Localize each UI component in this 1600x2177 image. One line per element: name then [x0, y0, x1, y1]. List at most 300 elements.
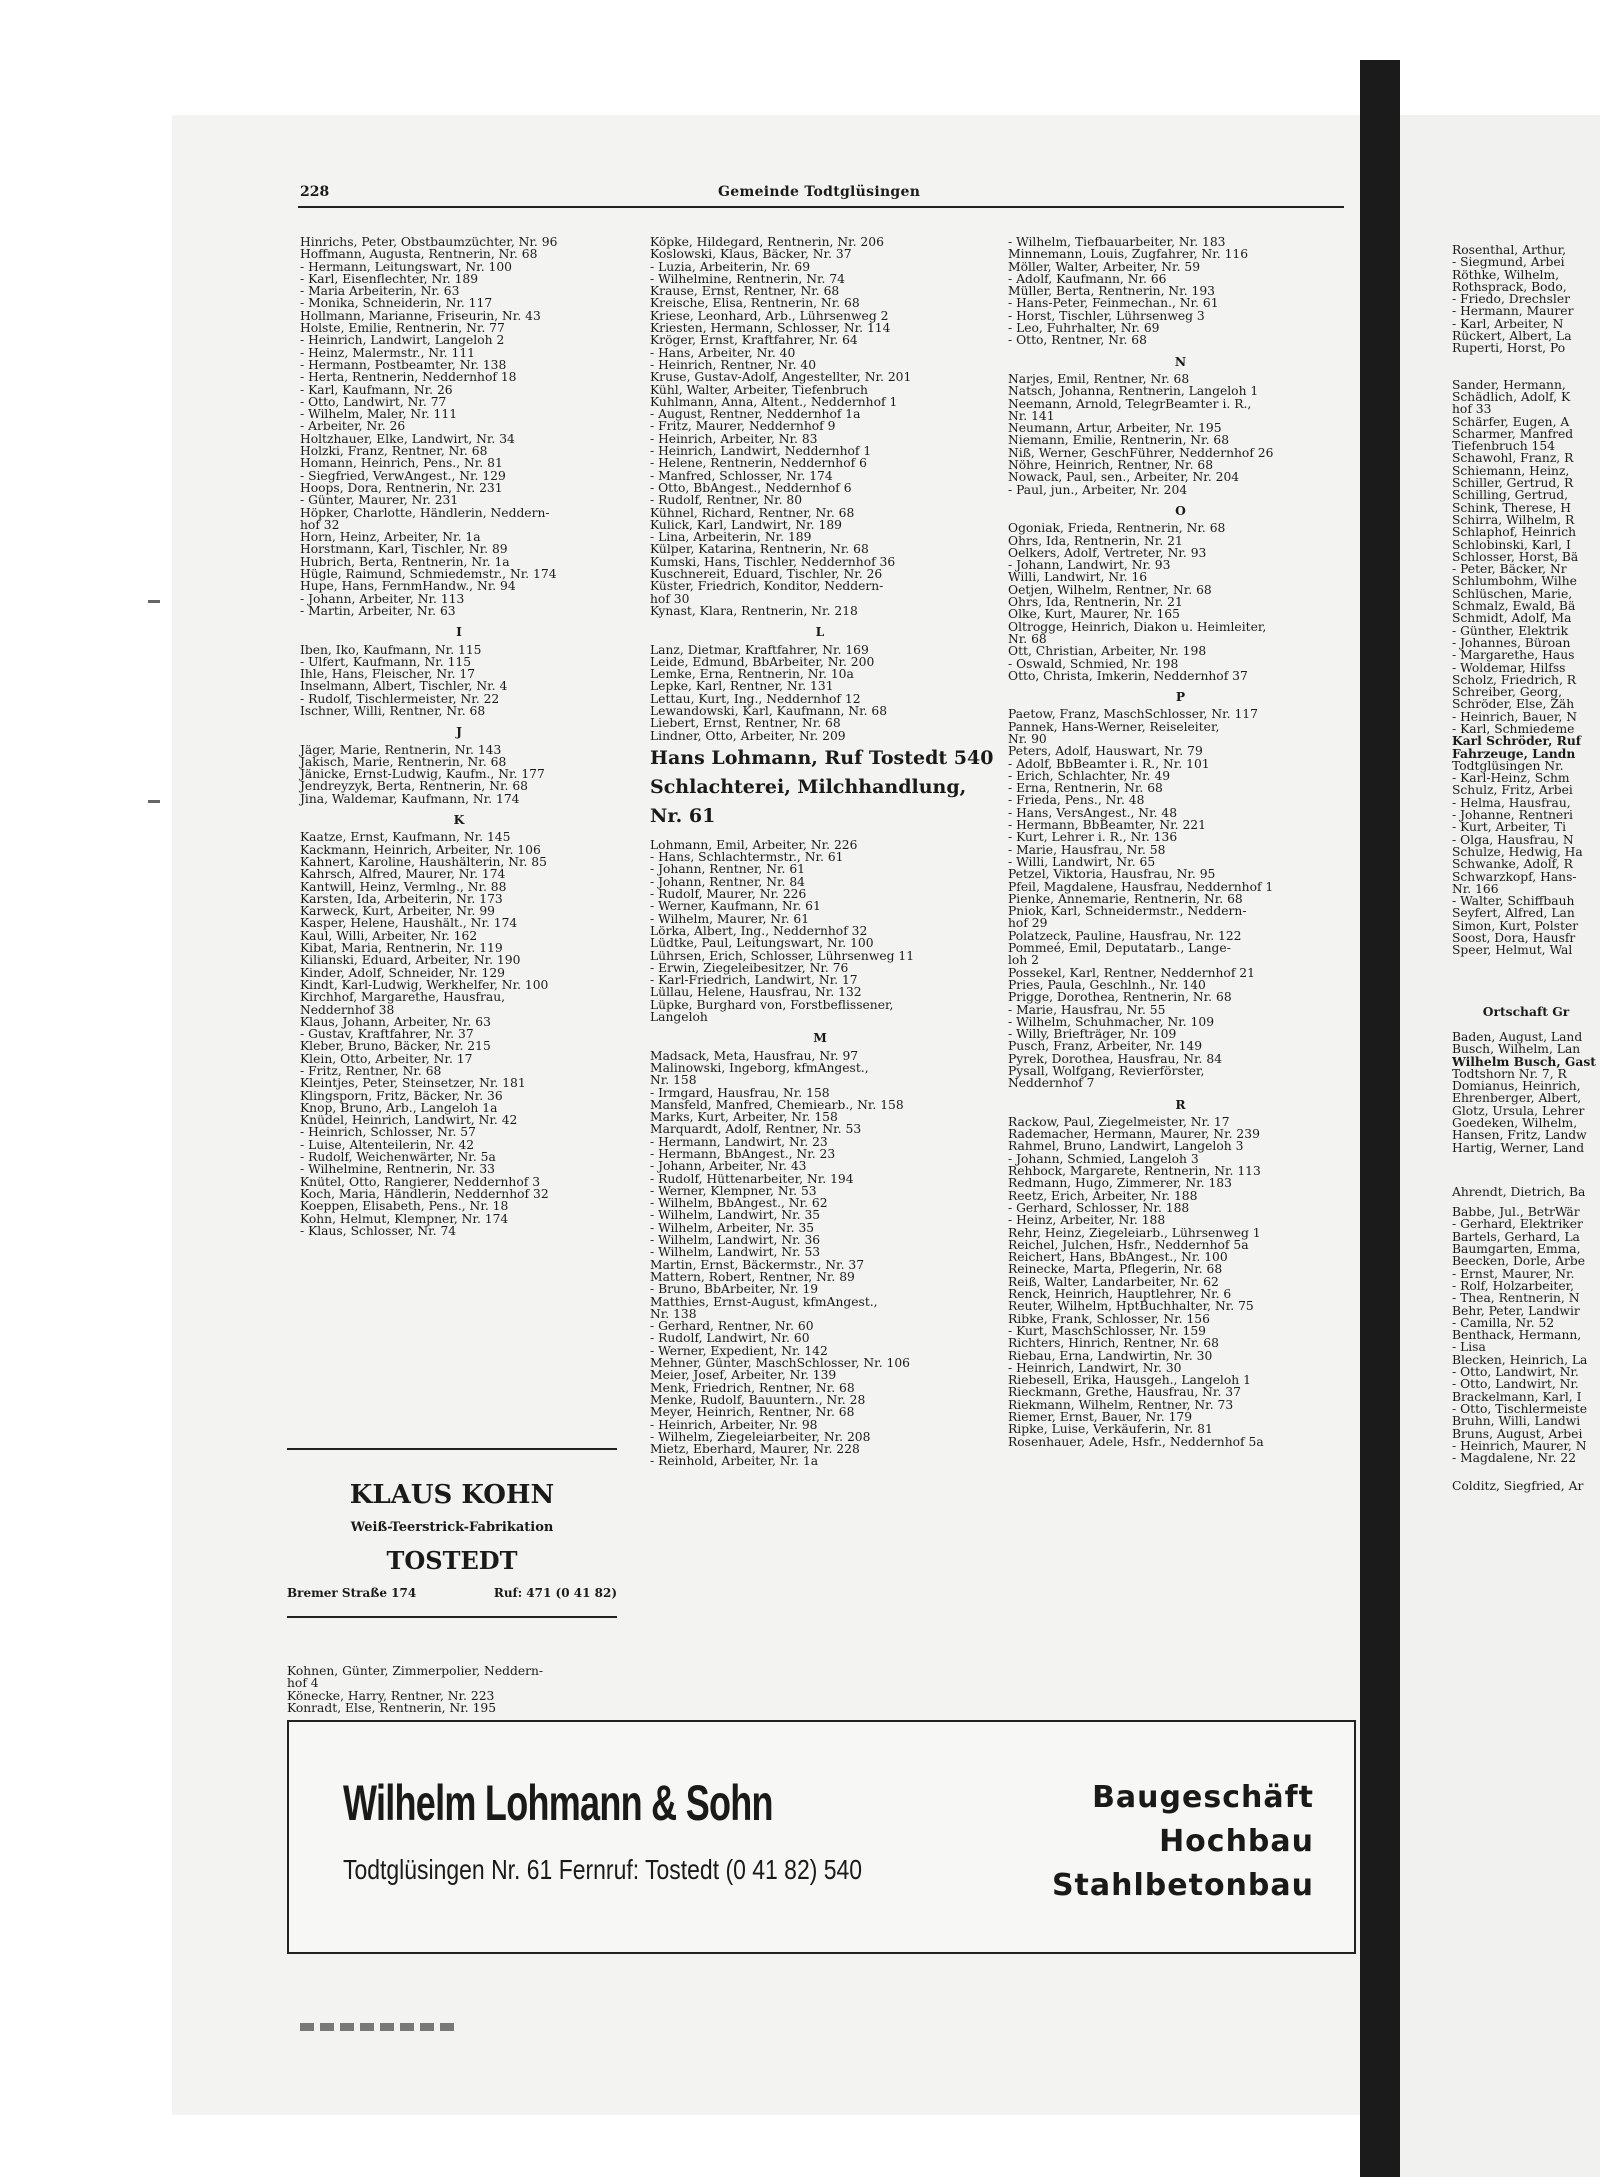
directory-entry: Hollmann, Marianne, Friseurin, Nr. 43 [300, 308, 541, 323]
directory-entry: - Erna, Rentnerin, Nr. 68 [1008, 781, 1163, 796]
directory-column-1 [300, 236, 618, 1237]
directory-entry: - Kurt, Arbeiter, Ti [1452, 820, 1567, 835]
directory-entry: Nowack, Paul, sen., Arbeiter, Nr. 204 [1008, 470, 1240, 485]
directory-entry: - Hermann, Leitungswart, Nr. 100 [300, 259, 513, 274]
header-rule [298, 206, 1344, 208]
directory-entry: - Magdalene, Nr. 22 [1452, 1451, 1577, 1466]
book-gutter [1360, 60, 1400, 2177]
directory-entry: Röthke, Wilhelm, [1452, 267, 1560, 282]
directory-entry: - Wilhelm, Landwirt, Nr. 36 [650, 1233, 821, 1248]
directory-entry: Pusch, Franz, Arbeiter, Nr. 149 [1008, 1039, 1203, 1054]
directory-entry: Kumski, Hans, Tischler, Neddernhof 36 [650, 554, 896, 569]
directory-entry: Horstmann, Karl, Tischler, Nr. 89 [300, 542, 508, 557]
directory-entry: Höpker, Charlotte, Händlerin, Neddern- [300, 505, 550, 520]
directory-entry: - Werner, Klempner, Nr. 53 [650, 1183, 817, 1198]
directory-entry: Inselmann, Albert, Tischler, Nr. 4 [300, 679, 508, 694]
directory-entry: - Kurt, MaschSchlosser, Nr. 159 [1008, 1323, 1206, 1338]
column-2-entries-continued [650, 839, 990, 1468]
directory-entry: Lührsen, Erich, Schlosser, Lührsenweg 11 [650, 948, 915, 963]
directory-entry: Schlüschen, Marie, [1452, 586, 1573, 601]
directory-entry: Hartig, Werner, Land [1452, 1140, 1585, 1155]
ad-rule-top [287, 1448, 617, 1450]
spacer [1452, 981, 1600, 989]
directory-entry: Rahmel, Bruno, Landwirt, Langeloh 3 [1008, 1139, 1244, 1154]
directory-entry: - Karl-Friedrich, Landwirt, Nr. 17 [650, 973, 858, 988]
directory-entry: - Marie, Hausfrau, Nr. 55 [1008, 1002, 1166, 1017]
directory-entry: - Leo, Fuhrhalter, Nr. 69 [1008, 321, 1160, 336]
directory-entry: - Bruno, BbArbeiter, Nr. 19 [650, 1282, 819, 1297]
directory-entry: Nr. 68 [1008, 631, 1047, 646]
directory-entry: Leide, Edmund, BbArbeiter, Nr. 200 [650, 654, 875, 669]
directory-entry: Homann, Heinrich, Pens., Nr. 81 [300, 456, 503, 471]
directory-entry: - Rudolf, Hüttenarbeiter, Nr. 194 [650, 1171, 854, 1186]
directory-entry: - Willy, Briefträger, Nr. 109 [1008, 1027, 1177, 1042]
directory-entry: - Otto, Tischlermeiste [1452, 1401, 1587, 1416]
directory-entry: - Otto, Landwirt, Nr. 77 [300, 394, 447, 409]
directory-column-3 [1008, 236, 1353, 1448]
directory-entry: Schädlich, Adolf, K [1452, 389, 1571, 404]
directory-entry: Kuschnereit, Eduard, Tischler, Nr. 26 [650, 567, 883, 582]
directory-entry: Schwarzkopf, Hans- [1452, 869, 1577, 884]
directory-entry: Rieckmann, Grethe, Hausfrau, Nr. 37 [1008, 1385, 1241, 1400]
directory-entry: - Monika, Schneiderin, Nr. 117 [300, 296, 493, 311]
directory-entry: - Rudolf, Rentner, Nr. 80 [650, 493, 803, 508]
directory-entry: - Kurt, Lehrer i. R., Nr. 136 [1008, 830, 1178, 845]
directory-entry: Koch, Maria, Händlerin, Neddernhof 32 [300, 1186, 549, 1201]
directory-entry: Hügle, Raimund, Schmiedemstr., Nr. 174 [300, 567, 557, 582]
directory-entry: Kibat, Maria, Rentnerin, Nr. 119 [300, 941, 503, 956]
directory-entry: - Lina, Arbeiterin, Nr. 189 [650, 530, 812, 545]
directory-entry: Möller, Walter, Arbeiter, Nr. 59 [1008, 259, 1201, 274]
directory-entry: Schlaphof, Heinrich [1452, 525, 1577, 540]
directory-entry: Neddernhof 7 [1008, 1076, 1095, 1091]
directory-entry: hof 32 [300, 517, 340, 532]
directory-entry: Kantwill, Heinz, Vermlng., Nr. 88 [300, 879, 507, 894]
klaus-kohn-advertisement [287, 1448, 617, 1658]
directory-entry: Neumann, Artur, Arbeiter, Nr. 195 [1008, 421, 1222, 436]
directory-entry: - Johann, Schmied, Langeloh 3 [1008, 1151, 1199, 1166]
directory-entry: - Manfred, Schlosser, Nr. 174 [650, 468, 833, 483]
directory-entry: Rehbock, Margarete, Rentnerin, Nr. 113 [1008, 1164, 1261, 1179]
directory-entry: Kriese, Leonhard, Arb., Lührsenweg 2 [650, 308, 889, 323]
directory-entry: Mietz, Eberhard, Maurer, Nr. 228 [650, 1442, 860, 1457]
directory-entry: Glotz, Ursula, Lehrer [1452, 1103, 1585, 1118]
directory-entry: Meier, Josef, Arbeiter, Nr. 139 [650, 1368, 837, 1383]
directory-entry: - Ernst, Maurer, Nr. [1452, 1266, 1575, 1281]
directory-entry: - Wilhelmine, Rentnerin, Nr. 33 [300, 1162, 495, 1177]
directory-entry: - Martin, Arbeiter, Nr. 63 [300, 603, 456, 618]
section-letter: P [1175, 689, 1186, 705]
directory-entry: - Werner, Expedient, Nr. 142 [650, 1343, 828, 1358]
directory-entry: Rademacher, Hermann, Maurer, Nr. 239 [1008, 1127, 1260, 1142]
directory-entry: - Rudolf, Tischlermeister, Nr. 22 [300, 691, 500, 706]
directory-entry: Külper, Katarina, Rentnerin, Nr. 68 [650, 542, 869, 557]
ad-service: Baugeschäft [1092, 1780, 1314, 1815]
directory-entry: - Wilhelm, Ziegeleiarbeiter, Nr. 208 [650, 1429, 871, 1444]
directory-entry: Neemann, Arnold, TelegrBeamter i. R., [1008, 396, 1252, 411]
section-letter: I [456, 624, 462, 640]
ad-business: Weiß-Teerstrick-Fabrikation [350, 1520, 554, 1535]
directory-entry: - Karl, Eisenflechter, Nr. 189 [300, 271, 479, 286]
directory-entry: Rosenhauer, Adele, Hsfr., Neddernhof 5a [1008, 1434, 1264, 1449]
directory-entry: Ahrendt, Dietrich, Ba [1452, 1184, 1586, 1199]
directory-entry: Menk, Friedrich, Rentner, Nr. 68 [650, 1380, 855, 1395]
section-letter: N [1174, 353, 1187, 369]
directory-entry: Pannek, Hans-Werner, Reiseleiter, [1008, 719, 1220, 734]
directory-entry: Ihle, Hans, Fleischer, Nr. 17 [300, 667, 476, 682]
directory-entry: Meyer, Heinrich, Rentner, Nr. 68 [650, 1405, 855, 1420]
directory-entry: Kleintjes, Peter, Steinsetzer, Nr. 181 [300, 1076, 526, 1091]
directory-entry: - Johanne, Rentneri [1452, 808, 1573, 823]
directory-entry: Babbe, Jul., BetrWär [1452, 1205, 1580, 1220]
directory-entry: Kahnert, Karoline, Haushälterin, Nr. 85 [300, 854, 547, 869]
directory-entry: Malinowski, Ingeborg, kfmAngest., [650, 1060, 869, 1075]
directory-entry: Renck, Heinrich, Hauptlehrer, Nr. 6 [1008, 1287, 1232, 1302]
directory-entry: Jendreyzyk, Berta, Rentnerin, Nr. 68 [300, 779, 528, 794]
directory-entry: Kleber, Bruno, Bäcker, Nr. 215 [300, 1039, 491, 1054]
directory-entry: - Luzia, Arbeiterin, Nr. 69 [650, 259, 811, 274]
spacer [1452, 989, 1600, 997]
directory-entry: - Luise, Altenteilerin, Nr. 42 [300, 1137, 475, 1152]
directory-entry: Richters, Hinrich, Rentner, Nr. 68 [1008, 1336, 1219, 1351]
spacer [1452, 973, 1600, 981]
directory-entry: Bartels, Gerhard, La [1452, 1229, 1580, 1244]
directory-entry: - Hans, Schlachtermstr., Nr. 61 [650, 850, 844, 865]
directory-entry: - Hermann, BbBeamter, Nr. 221 [1008, 818, 1206, 833]
spacer [1452, 1464, 1600, 1472]
directory-entry: Karweck, Kurt, Arbeiter, Nr. 99 [300, 904, 495, 919]
directory-entry: Konradt, Else, Rentnerin, Nr. 195 [287, 1700, 497, 1715]
directory-entry: - Wilhelm, Maler, Nr. 111 [300, 407, 458, 422]
directory-entry: Matthies, Ernst-August, kfmAngest., [650, 1294, 878, 1309]
directory-entry: Hupe, Hans, FernmHandw., Nr. 94 [300, 579, 516, 594]
directory-entry: - Otto, Landwirt, Nr. [1452, 1377, 1579, 1392]
directory-entry: Schmidt, Adolf, Ma [1452, 611, 1572, 626]
directory-entry: - Walter, Schiffbauh [1452, 894, 1575, 909]
directory-entry: Ripke, Luise, Verkäuferin, Nr. 81 [1008, 1422, 1213, 1437]
directory-entry: - Erwin, Ziegeleibesitzer, Nr. 76 [650, 960, 849, 975]
directory-entry: Sander, Hermann, [1452, 377, 1566, 392]
spacer [1452, 965, 1600, 973]
directory-entry: Rehr, Heinz, Ziegeleiarb., Lührsenweg 1 [1008, 1225, 1261, 1240]
directory-entry: Olke, Kurt, Maurer, Nr. 165 [1008, 607, 1180, 622]
bold-entry: Fahrzeuge, Landn [1452, 745, 1576, 761]
print-smudge [300, 2023, 460, 2031]
directory-entry: - Woldemar, Hilfss [1452, 660, 1566, 675]
directory-entry: Reuter, Wilhelm, HptBuchhalter, Nr. 75 [1008, 1299, 1254, 1314]
directory-entry: Oelkers, Adolf, Vertreter, Nr. 93 [1008, 545, 1207, 560]
directory-entry: - Camilla, Nr. 52 [1452, 1315, 1555, 1330]
directory-entry: Brackelmann, Karl, I [1452, 1389, 1582, 1404]
directory-entry: - Heinrich, Rentner, Nr. 40 [650, 357, 817, 372]
directory-entry: Kühnel, Richard, Rentner, Nr. 68 [650, 505, 855, 520]
directory-entry: Kohnen, Günter, Zimmerpolier, Neddern- [287, 1664, 544, 1678]
directory-entry: - Johann, Landwirt, Nr. 93 [1008, 558, 1171, 573]
directory-entry: Ott, Christian, Arbeiter, Nr. 198 [1008, 644, 1207, 659]
directory-entry: Iben, Iko, Kaufmann, Nr. 115 [300, 642, 482, 657]
directory-entry: - Karl, Kaufmann, Nr. 26 [300, 382, 453, 397]
directory-entry: Narjes, Emil, Rentner, Nr. 68 [1008, 371, 1190, 386]
directory-entry: Küster, Friedrich, Konditor, Neddern- [650, 579, 884, 594]
directory-entry: Riebau, Erna, Landwirtin, Nr. 30 [1008, 1348, 1213, 1363]
directory-entry: hof 33 [1452, 402, 1492, 417]
directory-entry: Schlumbohm, Wilhe [1452, 574, 1577, 589]
directory-entry: Simon, Kurt, Polster [1452, 918, 1579, 933]
directory-entry: Madsack, Meta, Hausfrau, Nr. 97 [650, 1048, 859, 1063]
ad-address: Bremer Straße 174 [287, 1586, 417, 1600]
directory-entry: Willi, Landwirt, Nr. 16 [1008, 570, 1148, 585]
directory-entry: Lohmann, Emil, Arbeiter, Nr. 226 [650, 837, 858, 852]
bold-entry: Karl Schröder, Ruf [1452, 733, 1582, 749]
directory-entry: Baumgarten, Emma, [1452, 1242, 1581, 1257]
directory-entry: Lewandowski, Karl, Kaufmann, Nr. 68 [650, 703, 888, 718]
directory-entry: Behr, Peter, Landwir [1452, 1303, 1580, 1318]
directory-entry: Hinrichs, Peter, Obstbaumzüchter, Nr. 96 [300, 235, 558, 249]
directory-entry: - Thea, Rentnerin, N [1452, 1291, 1580, 1306]
directory-entry: - Ulfert, Kaufmann, Nr. 115 [300, 654, 472, 669]
directory-entry: - August, Rentner, Neddernhof 1a [650, 407, 861, 422]
directory-entry: Schulz, Fritz, Arbei [1452, 783, 1573, 798]
directory-entry: - Siegfried, VerwAngest., Nr. 129 [300, 468, 506, 483]
directory-entry: Klein, Otto, Arbeiter, Nr. 17 [300, 1051, 473, 1066]
directory-entry: Jina, Waldemar, Kaufmann, Nr. 174 [300, 791, 520, 806]
directory-entry: Soost, Dora, Hausfr [1452, 931, 1576, 946]
directory-entry: - Helma, Hausfrau, [1452, 795, 1571, 810]
directory-entry: Schreiber, Georg, [1452, 685, 1562, 700]
directory-entry: Ribke, Frank, Schlosser, Nr. 156 [1008, 1311, 1210, 1326]
directory-entry: Natsch, Johanna, Rentnerin, Langeloh 1 [1008, 384, 1259, 399]
directory-entry: Schiemann, Heinz, [1452, 463, 1570, 478]
directory-entry: - Wilhelm, Arbeiter, Nr. 35 [650, 1220, 815, 1235]
directory-entry: - Rolf, Holzarbeiter, [1452, 1278, 1575, 1293]
directory-entry: Karsten, Ida, Arbeiterin, Nr. 173 [300, 891, 503, 906]
directory-entry: - Werner, Kaufmann, Nr. 61 [650, 899, 821, 914]
directory-entry: - Gerhard, Schlosser, Nr. 188 [1008, 1200, 1190, 1215]
directory-entry: - Wilhelm, Landwirt, Nr. 53 [650, 1245, 821, 1260]
directory-entry: Kynast, Klara, Rentnerin, Nr. 218 [650, 603, 858, 618]
directory-column-2 [650, 235, 994, 1469]
directory-entry: Niß, Werner, GeschFührer, Neddernhof 26 [1008, 445, 1274, 460]
directory-entry: - Heinrich, Arbeiter, Nr. 83 [650, 431, 818, 446]
directory-entry: - Herta, Rentnerin, Neddernhof 18 [300, 370, 517, 385]
directory-entry: - Gerhard, Rentner, Nr. 60 [650, 1319, 814, 1334]
directory-entry: Horn, Heinz, Arbeiter, Nr. 1a [300, 530, 481, 545]
directory-entry: Köpke, Hildegard, Rentnerin, Nr. 206 [650, 235, 884, 249]
directory-entry: Klingsporn, Fritz, Bäcker, Nr. 36 [300, 1088, 503, 1103]
directory-entry: - Wilhelm, Maurer, Nr. 61 [650, 911, 810, 926]
directory-entry: Lüpke, Burghard von, Forstbeflissener, [650, 997, 894, 1012]
directory-entry: - Hermann, Postbeamter, Nr. 138 [300, 357, 507, 372]
directory-entry: Reichel, Julchen, Hsfr., Neddernhof 5a [1008, 1237, 1249, 1252]
directory-entry: - Hans-Peter, Feinmechan., Nr. 61 [1008, 296, 1219, 311]
directory-entry: Pries, Paula, Geschlnh., Nr. 140 [1008, 977, 1206, 992]
directory-entry: Reetz, Erich, Arbeiter, Nr. 188 [1008, 1188, 1198, 1203]
wilhelm-lohmann-advertisement [287, 1720, 1356, 1954]
directory-entry: Pfeil, Magdalene, Hausfrau, Neddernhof 1 [1008, 879, 1274, 894]
section-letter: J [456, 724, 462, 740]
directory-entry: Jäger, Marie, Rentnerin, Nr. 143 [300, 742, 502, 757]
directory-entry: Baden, August, Land [1452, 1029, 1583, 1044]
directory-entry: Klaus, Johann, Arbeiter, Nr. 63 [300, 1014, 491, 1029]
directory-entry: Nr. 138 [650, 1306, 697, 1321]
directory-entry: Schawohl, Franz, R [1452, 451, 1574, 466]
directory-entry: Kühl, Walter, Arbeiter, Tiefenbruch [650, 382, 868, 397]
directory-entry: Rosenthal, Arthur, [1452, 244, 1567, 257]
directory-entry: Peters, Adolf, Hauswart, Nr. 79 [1008, 744, 1203, 759]
directory-entry: - Gerhard, Elektriker [1452, 1217, 1583, 1232]
directory-entry: Hubrich, Berta, Rentnerin, Nr. 1a [300, 554, 510, 569]
directory-entry: Busch, Wilhelm, Lan [1452, 1042, 1581, 1057]
directory-entry: Holtzhauer, Elke, Landwirt, Nr. 34 [300, 431, 515, 446]
directory-entry: - Heinrich, Arbeiter, Nr. 98 [650, 1417, 818, 1432]
directory-entry: Prigge, Dorothea, Rentnerin, Nr. 68 [1008, 990, 1232, 1005]
directory-entry: Holzki, Franz, Rentner, Nr. 68 [300, 444, 488, 459]
directory-entry: Knüdel, Heinrich, Landwirt, Nr. 42 [300, 1113, 518, 1128]
directory-column-1-continued [287, 1665, 617, 1714]
directory-entry: Koeppen, Elisabeth, Pens., Nr. 18 [300, 1199, 509, 1214]
directory-entry: - Heinrich, Bauer, N [1452, 709, 1578, 724]
directory-entry: - Günter, Maurer, Nr. 231 [300, 493, 459, 508]
directory-entry: - Horst, Tischler, Lührsenweg 3 [1008, 308, 1205, 323]
page-number: 228 [300, 184, 330, 200]
section-letter: M [813, 1030, 827, 1046]
spacer [1452, 363, 1600, 371]
directory-entry: Marquardt, Adolf, Rentner, Nr. 53 [650, 1122, 862, 1137]
directory-entry: Seyfert, Alfred, Lan [1452, 906, 1575, 921]
ad-company-name: Wilhelm Lohmann & Sohn [343, 1775, 773, 1831]
directory-entry: Kahrsch, Alfred, Maurer, Nr. 174 [300, 867, 506, 882]
spacer [1452, 957, 1600, 965]
directory-entry: Pommeé, Emil, Deputatarb., Lange- [1008, 941, 1231, 956]
spacer [1452, 1170, 1600, 1178]
directory-entry: Lüllau, Helene, Hausfrau, Nr. 132 [650, 985, 862, 1000]
directory-entry: Schulze, Hedwig, Ha [1452, 844, 1583, 859]
directory-entry: Nr. 158 [650, 1073, 697, 1088]
directory-entry: Blecken, Heinrich, La [1452, 1352, 1588, 1367]
directory-entry: - Klaus, Schlosser, Nr. 74 [300, 1223, 457, 1238]
directory-entry: - Otto, BbAngest., Neddernhof 6 [650, 480, 852, 495]
directory-entry: Menke, Rudolf, Bauuntern., Nr. 28 [650, 1392, 866, 1407]
directory-entry: - Karl, Arbeiter, N [1452, 316, 1564, 331]
directory-entry: Hoffmann, Augusta, Rentnerin, Nr. 68 [300, 247, 538, 262]
directory-entry: - Fritz, Maurer, Neddernhof 9 [650, 419, 836, 434]
directory-entry: - Otto, Landwirt, Nr. [1452, 1365, 1579, 1380]
directory-entry: - Hermann, BbAngest., Nr. 23 [650, 1147, 836, 1161]
directory-entry: Kruse, Gustav-Adolf, Angestellter, Nr. 201 [650, 370, 912, 385]
directory-entry: Kirchhof, Margarethe, Hausfrau, [300, 990, 506, 1005]
directory-entry: loh 2 [1008, 953, 1039, 968]
directory-entry: Lemke, Erna, Rentnerin, Nr. 10a [650, 667, 854, 682]
directory-entry: Pyrek, Dorothea, Hausfrau, Nr. 84 [1008, 1051, 1223, 1066]
ad-line: Hans Lohmann, Ruf Tostedt 540 [650, 746, 994, 769]
directory-entry: Domianus, Heinrich, [1452, 1079, 1581, 1094]
directory-entry: Müller, Berta, Rentnerin, Nr. 193 [1008, 284, 1215, 299]
section-letter: Ortschaft Gr [1482, 1003, 1570, 1019]
directory-entry: Pienke, Annemarie, Rentnerin, Nr. 68 [1008, 891, 1243, 906]
directory-entry: - Heinrich, Landwirt, Neddernhof 1 [650, 444, 872, 459]
directory-entry: Langeloh [650, 1010, 708, 1025]
directory-entry: - Hans, VersAngest., Nr. 48 [1008, 805, 1178, 820]
directory-entry: Liebert, Ernst, Rentner, Nr. 68 [650, 716, 841, 731]
directory-entry: Kindt, Karl-Ludwig, Werkhelfer, Nr. 100 [300, 977, 549, 992]
directory-entry: Kohn, Helmut, Klempner, Nr. 174 [300, 1211, 509, 1226]
directory-entry: Lanz, Dietmar, Kraftfahrer, Nr. 169 [650, 642, 869, 657]
directory-entry: Kulick, Karl, Landwirt, Nr. 189 [650, 517, 842, 532]
directory-entry: hof 30 [650, 591, 690, 606]
directory-entry: - Wilhelm, BbAngest., Nr. 62 [650, 1196, 828, 1211]
directory-entry: Ischner, Willi, Rentner, Nr. 68 [300, 703, 486, 718]
directory-entry: - Marie, Hausfrau, Nr. 58 [1008, 842, 1166, 857]
ad-line: Schlachterei, Milchhandlung, [650, 775, 967, 798]
directory-entry: Hansen, Fritz, Landw [1452, 1128, 1587, 1143]
directory-entry: - Oswald, Schmied, Nr. 198 [1008, 656, 1179, 671]
directory-entry: Riekmann, Wilhelm, Rentner, Nr. 73 [1008, 1397, 1234, 1412]
directory-entry: - Günther, Elektrik [1452, 623, 1569, 638]
directory-entry: Todtshorn Nr. 7, R [1452, 1066, 1567, 1081]
directory-entry: - Maria Arbeiterin, Nr. 63 [300, 284, 460, 299]
directory-entry: Schärfer, Eugen, A [1452, 414, 1570, 429]
directory-entry: Kreische, Elisa, Rentnerin, Nr. 68 [650, 296, 860, 311]
directory-entry: - Arbeiter, Nr. 26 [300, 419, 406, 434]
directory-entry: Lettau, Kurt, Ing., Neddernhof 12 [650, 691, 861, 706]
directory-entry: - Hermann, Maurer [1452, 304, 1574, 319]
directory-entry: Kriesten, Hermann, Schlosser, Nr. 114 [650, 321, 891, 336]
directory-entry: - Lisa [1452, 1340, 1486, 1355]
directory-entry: Ohrs, Ida, Rentnerin, Nr. 21 [1008, 533, 1183, 548]
directory-entry: Pysall, Wolfgang, Revierförster, [1008, 1064, 1205, 1078]
directory-entry: Schmalz, Ewald, Bä [1452, 599, 1576, 614]
directory-entry: Neddernhof 38 [300, 1002, 395, 1017]
directory-entry: Nr. 141 [1008, 408, 1055, 423]
directory-entry: Ruperti, Horst, Po [1452, 341, 1566, 356]
directory-entry: Koslowski, Klaus, Bäcker, Nr. 37 [650, 247, 852, 262]
edge-mark [148, 600, 160, 603]
directory-entry: Scholz, Friedrich, R [1452, 672, 1577, 687]
directory-entry: Petzel, Viktoria, Hausfrau, Nr. 95 [1008, 867, 1216, 882]
ad-company-name: KLAUS KOHN [349, 1480, 555, 1510]
directory-entry: - Johann, Rentner, Nr. 61 [650, 862, 805, 877]
directory-entry: Ogoniak, Frieda, Rentnerin, Nr. 68 [1008, 521, 1226, 536]
directory-entry: Schwanke, Adolf, R [1452, 857, 1573, 872]
directory-entry: Otto, Christa, Imkerin, Neddernhof 37 [1008, 668, 1248, 683]
directory-entry: Rackow, Paul, Ziegelmeister, Nr. 17 [1008, 1114, 1230, 1129]
section-letter: K [453, 812, 465, 828]
directory-entry: Polatzeck, Pauline, Hausfrau, Nr. 122 [1008, 928, 1242, 943]
spacer [1452, 355, 1600, 363]
ad-contact: Todtglüsingen Nr. 61 Fernruf: Tostedt (0 41 82) 540 [343, 1854, 863, 1885]
directory-entry: Ohrs, Ida, Rentnerin, Nr. 21 [1008, 595, 1183, 610]
directory-entry: - Siegmund, Arbei [1452, 255, 1565, 270]
directory-entry: - Heinrich, Schlosser, Nr. 57 [300, 1125, 476, 1140]
directory-entry: Knütel, Otto, Rangierer, Neddernhof 3 [300, 1174, 541, 1189]
directory-entry: Mansfeld, Manfred, Chemiearb., Nr. 158 [650, 1097, 904, 1112]
directory-entry: Ehrenberger, Albert, [1452, 1091, 1582, 1106]
directory-entry: - Fritz, Rentner, Nr. 68 [300, 1064, 442, 1078]
directory-entry: - Wilhelmine, Rentnerin, Nr. 74 [650, 271, 845, 286]
ad-service: Hochbau [1159, 1824, 1314, 1859]
directory-entry: Scharmer, Manfred [1452, 426, 1574, 441]
directory-entry: Minnemann, Louis, Zugfahrer, Nr. 116 [1008, 247, 1249, 262]
directory-entry: Bruns, August, Arbei [1452, 1426, 1583, 1441]
directory-entry: Oltrogge, Heinrich, Diakon u. Heimleiter, [1008, 619, 1267, 634]
directory-entry: hof 4 [287, 1676, 319, 1691]
directory-entry: Kuhlmann, Anna, Altent., Neddernhof 1 [650, 394, 898, 409]
directory-entry: Schilling, Gertrud, [1452, 488, 1569, 503]
directory-entry: Riemer, Ernst, Bauer, Nr. 179 [1008, 1410, 1193, 1425]
directory-entry: - Heinrich, Landwirt, Langeloh 2 [300, 333, 505, 348]
section-letter: O [1175, 502, 1186, 518]
directory-entry: Schlosser, Horst, Bä [1452, 549, 1579, 564]
